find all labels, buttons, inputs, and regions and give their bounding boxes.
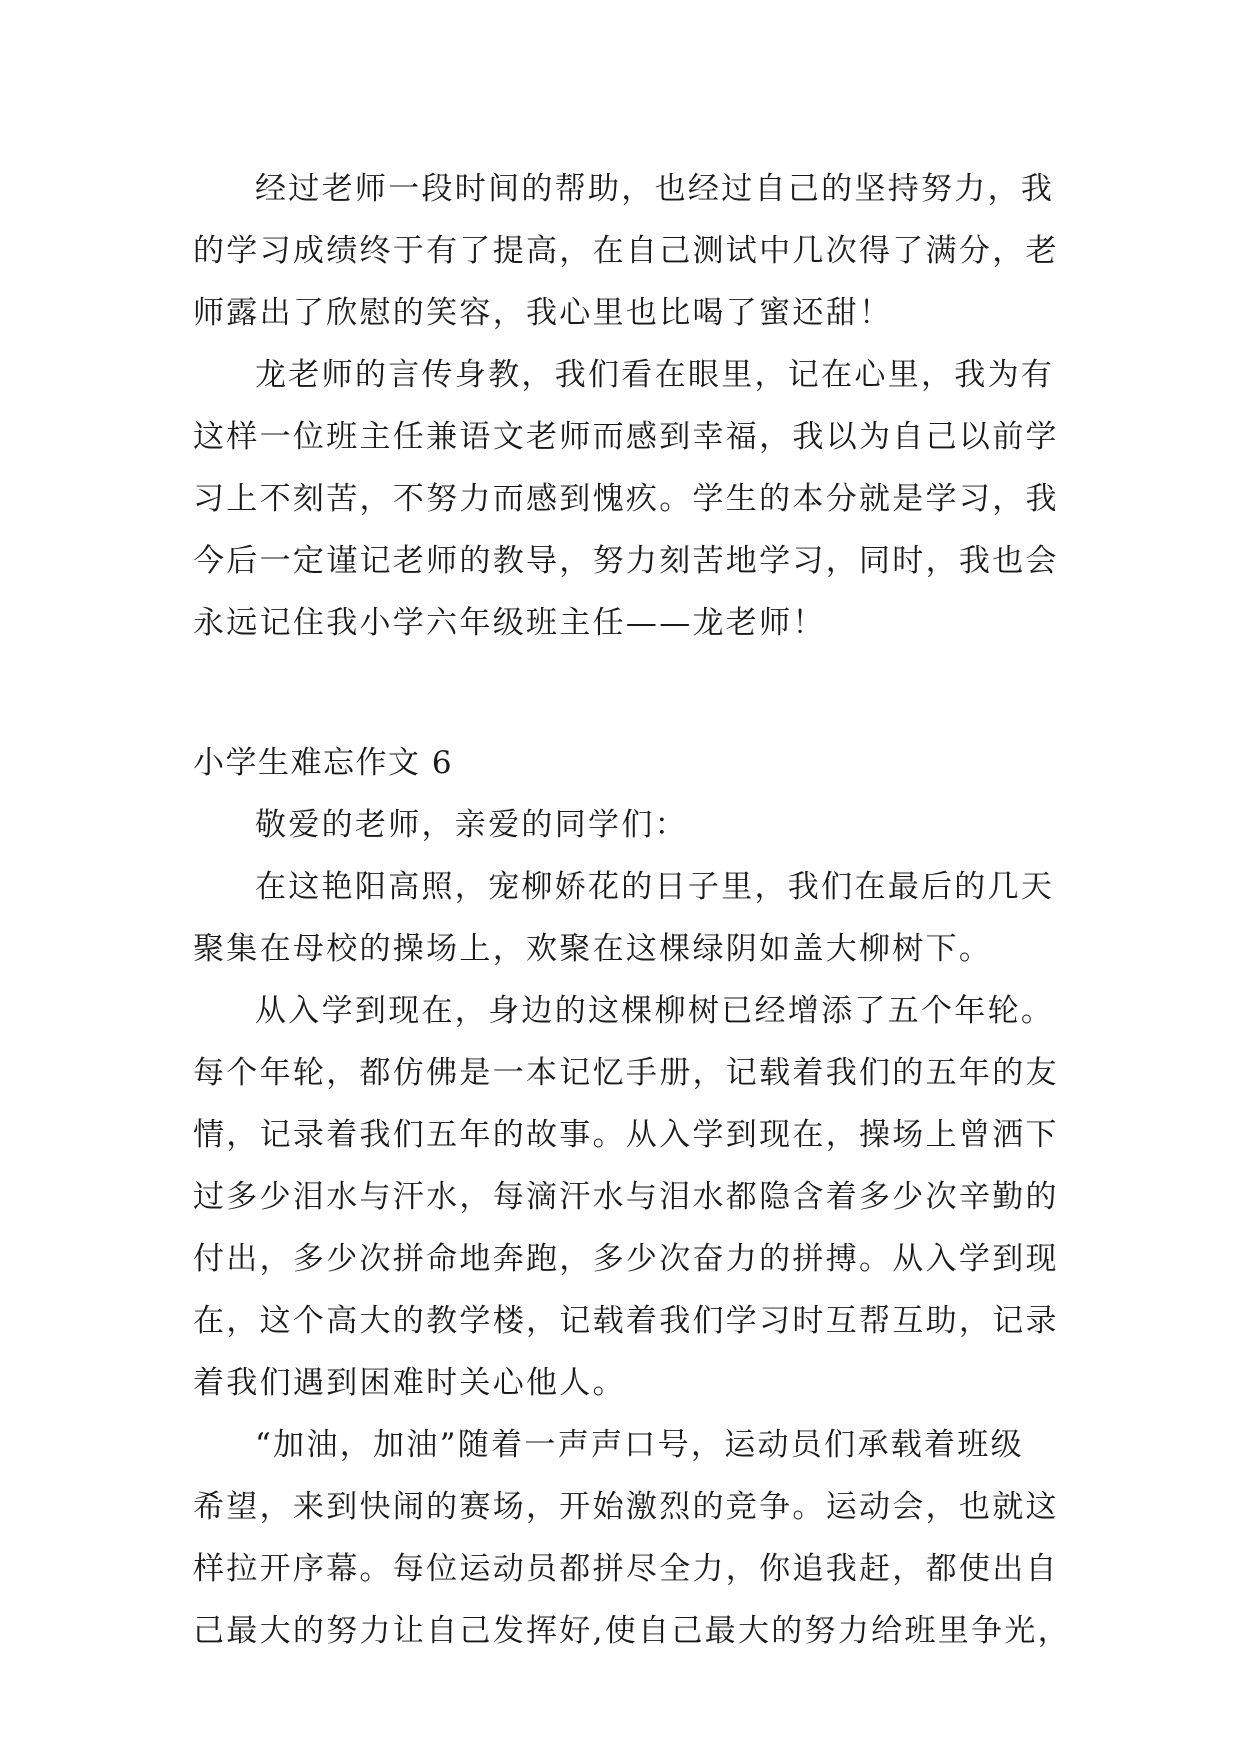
text-line: 着我们遇到困难时关心他人。 [193, 1365, 626, 1401]
text-line: 己最大的努力让自己发挥好,使自己最大的努力给班里争光， [193, 1613, 1071, 1649]
section-title: 小学生难忘作文 6 [193, 745, 454, 781]
text-line: 情，记录着我们五年的故事。从入学到现在，操场上曾洒下 [193, 1117, 1059, 1153]
text-line: 的学习成绩终于有了提高，在自己测试中几次得了满分，老 [193, 233, 1059, 269]
paragraph [193, 794, 1053, 856]
text-line: 这样一位班主任兼语文老师而感到幸福，我以为自己以前学 [193, 419, 1059, 455]
text-line: “加油，加油”随着一声声口号，运动员们承载着班级 [255, 1427, 1024, 1463]
document-body [193, 158, 1071, 1662]
text-line: 聚集在母校的操场上，欢聚在这棵绿阴如盖大柳树下。 [193, 931, 993, 967]
text-line: 希望，来到快闹的赛场，开始激烈的竞争。运动会，也就这 [193, 1489, 1059, 1525]
text-line: 师露出了欣慰的笑容，我心里也比喝了蜜还甜！ [193, 295, 893, 331]
text-line: 龙老师的言传身教，我们看在眼里，记在心里，我为有 [255, 357, 1055, 393]
text-line: 过多少泪水与汗水，每滴汗水与泪水都隐含着多少次辛勤的 [193, 1179, 1059, 1215]
text-line: 永远记住我小学六年级班主任——龙老师！ [193, 605, 826, 641]
text-line: 今后一定谨记老师的教导，努力刻苦地学习，同时，我也会 [193, 543, 1059, 579]
text-line: 敬爱的老师，亲爱的同学们： [255, 807, 688, 843]
paragraph [193, 980, 1059, 1414]
paragraph [193, 1414, 1071, 1662]
text-line: 每个年轮，都仿佛是一本记忆手册，记载着我们的五年的友 [193, 1055, 1059, 1091]
text-line: 付出，多少次拼命地奔跑，多少次奋力的拼搏。从入学到现 [193, 1241, 1059, 1277]
paragraph [193, 856, 1053, 980]
text-line: 在，这个高大的教学楼，记载着我们学习时互帮互助，记录 [193, 1303, 1059, 1339]
text-line: 样拉开序幕。每位运动员都拼尽全力，你追我赶，都使出自 [193, 1551, 1059, 1587]
text-line: 习上不刻苦，不努力而感到愧疚。学生的本分就是学习，我 [193, 481, 1059, 517]
text-line: 经过老师一段时间的帮助，也经过自己的坚持努力，我 [255, 171, 1055, 207]
text-line: 从入学到现在，身边的这棵柳树已经增添了五个年轮。 [255, 993, 1055, 1029]
text-line: 在这艳阳高照，宠柳娇花的日子里，我们在最后的几天 [255, 869, 1055, 905]
paragraph [193, 344, 1059, 654]
paragraph [193, 158, 1059, 344]
section-gap [193, 654, 1053, 716]
